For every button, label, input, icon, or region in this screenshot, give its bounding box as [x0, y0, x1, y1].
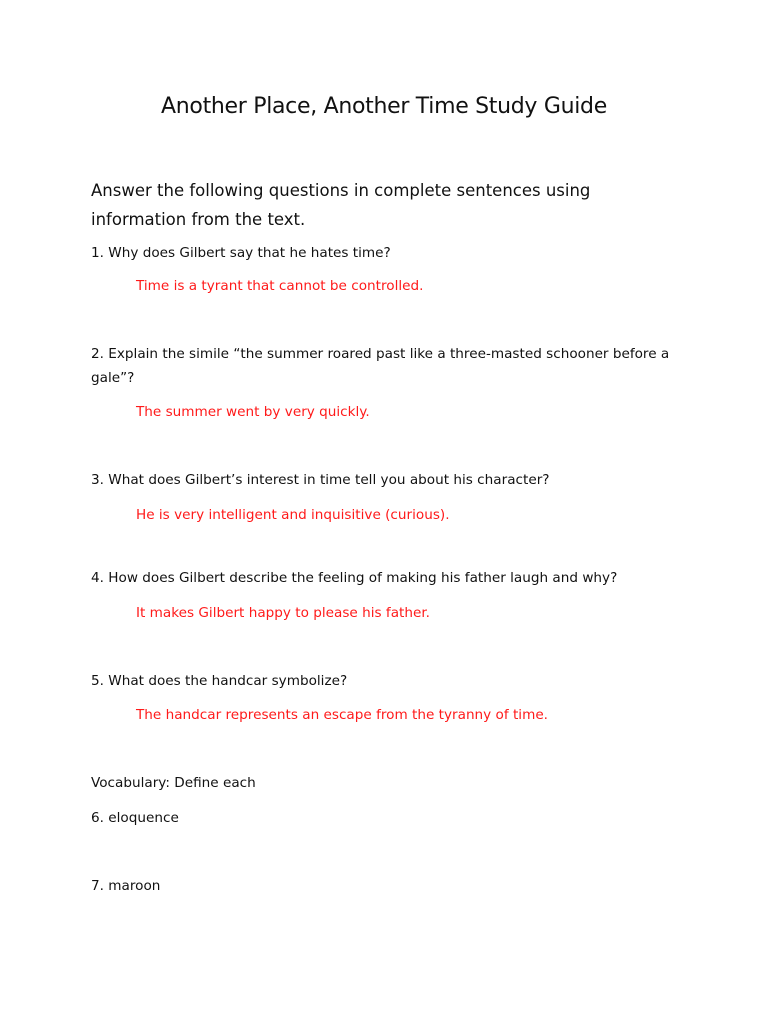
answer-1: Time is a tyrant that cannot be controlled.	[136, 278, 424, 294]
question-4: 4. How does Gilbert describe the feeling of making his father laugh and why?	[91, 570, 618, 586]
answer-4: It makes Gilbert happy to please his father.	[136, 605, 430, 621]
vocabulary-heading: Vocabulary: Define each	[91, 775, 256, 791]
answer-5: The handcar represents an escape from the tyranny of time.	[136, 707, 549, 723]
document-title: Another Place, Another Time Study Guide	[161, 94, 607, 119]
question-5: 5. What does the handcar symbolize?	[91, 673, 348, 689]
answer-3: He is very intelligent and inquisitive (curious).	[136, 507, 450, 523]
question-2: 2. Explain the simile “the summer roared past like a three-masted schooner before a gale”?	[91, 346, 670, 386]
question-3: 3. What does Gilbert’s interest in time tell you about his character?	[91, 472, 550, 488]
instructions-text: Answer the following questions in complete sentences using information from the text.	[91, 181, 591, 229]
answer-2: The summer went by very quickly.	[136, 404, 370, 420]
vocabulary-item-1: 6. eloquence	[91, 810, 179, 826]
question-1: 1. Why does Gilbert say that he hates time?	[91, 245, 391, 261]
vocabulary-item-2: 7. maroon	[91, 878, 161, 894]
